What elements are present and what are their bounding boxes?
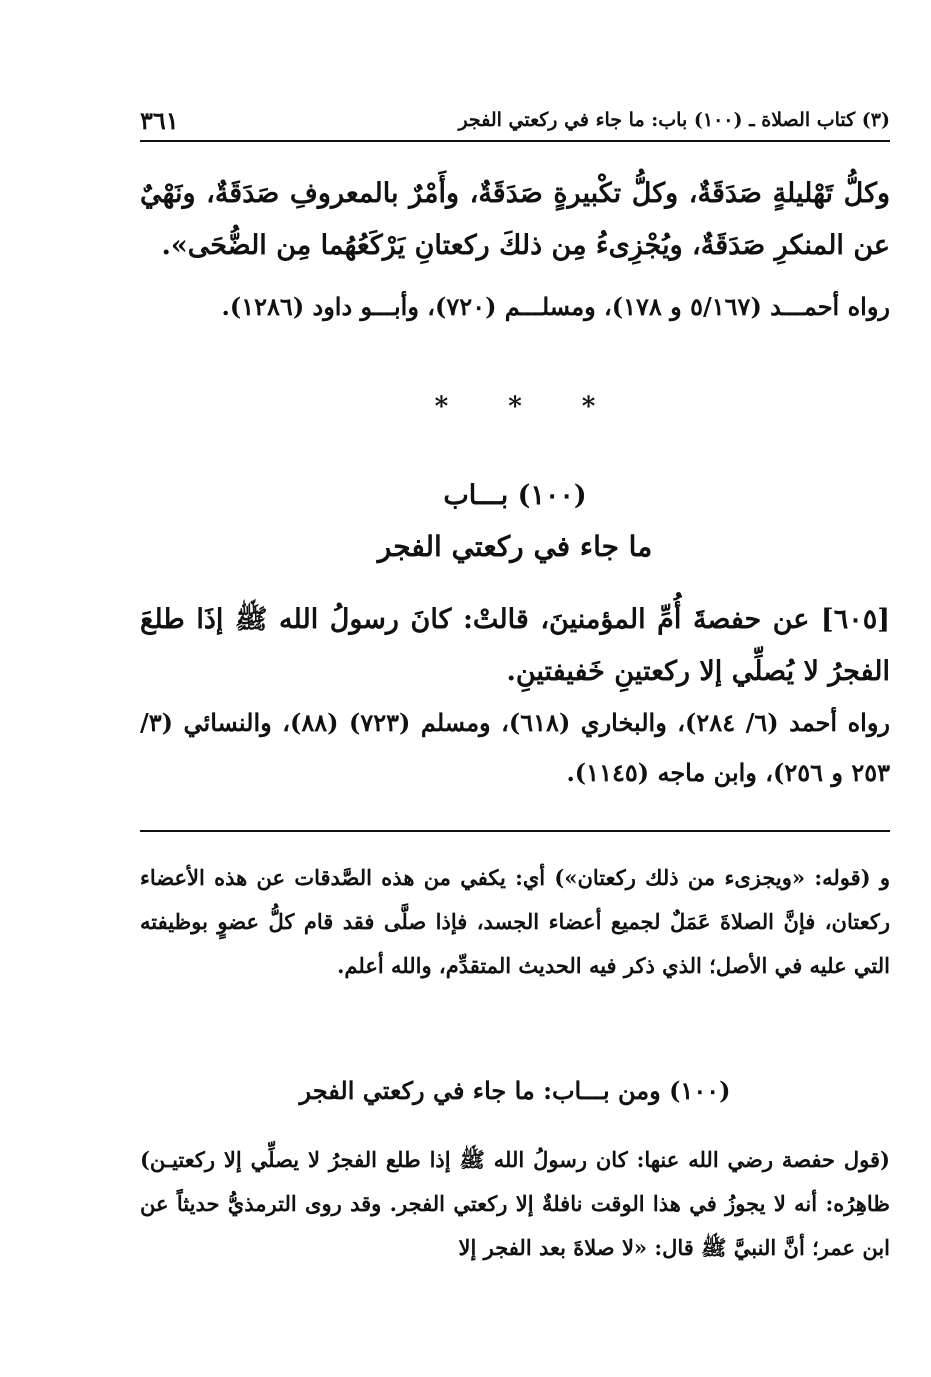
commentary-heading: (١٠٠) ومن بـــاب: ما جاء في ركعتي الفجر — [299, 1076, 731, 1105]
commentary-paragraph: و (قوله: «ويجزىء من ذلك ركعتان») أي: يكفي من هذه الصَّدقات عن هذه الأعضاء ركعتان، فإنَّ الصلاةَ عَمَلٌ لجميع أعضاء الجسد، فإذا صلَّى فقد قام كلُّ عضوٍ بوظيفته التي عليه في الأصل؛ الذي ذكر فيه الحديث المتقدِّم، والله أعلم. — [140, 865, 890, 978]
page-number: ٣٦١ — [140, 105, 179, 135]
hadith-continuation: وكلُّ تَهْليلةٍ صَدَقَةٌ، وكلُّ تكْبيرةٍ صَدَقَةٌ، وأَمْرٌ بالمعروفِ صَدَقَةٌ، ونَهْيٌ عن المنكرِ صَدَقَةٌ، ويُجْزِىءُ مِن ذلكَ ركعتانِ يَرْكَعُهُما مِن الضُّحَى». — [140, 178, 890, 261]
star-ornament: * — [581, 392, 596, 422]
footnote-divider — [140, 830, 890, 832]
running-header — [140, 100, 890, 142]
star-ornament: * — [508, 392, 522, 422]
hadith-source-note: رواه أحمـــد (٥/١٦٧ و ١٧٨)، ومسلـــم (٧٢٠)، وأبـــو داود (١٢٨٦). — [221, 292, 890, 321]
star-ornament: * — [434, 392, 449, 422]
chapter-title: ما جاء في ركعتي الفجر — [377, 530, 653, 563]
header-title: (٣) كتاب الصلاة ـ (١٠٠) باب: ما جاء في ركعتي الفجر — [458, 109, 890, 131]
hadith-takhrij: رواه أحمد (٦/ ٢٨٤)، والبخاري (٦١٨)، ومسلم (٧٢٣) (٨٨)، والنسائي (٣/ ٢٥٣ و ٢٥٦)، وابن ماجه (١١٤٥). — [140, 708, 891, 787]
chapter-number: (١٠٠) بـــاب — [443, 480, 587, 511]
section-separator — [140, 392, 890, 422]
commentary-paragraph-2: (قول حفصة رضي الله عنها: كان رسولُ الله ﷺ إذا طلع الفجرُ لا يصلِّي إلا ركعتيـن) ظاهِرُه: أنه لا يجوزُ في هذا الوقت نافلةٌ إلا ركعتي الفجر. وقد روى الترمذيُّ حديثاً عن ابن عمر؛ أنَّ النبيَّ ﷺ قال: «لا صلاةَ بعد الفجر إلا — [140, 1147, 890, 1260]
hadith-text: [٦٠٥] عن حفصةَ أُمِّ المؤمنينَ، قالتْ: كانَ رسولُ الله ﷺ إذَا طلعَ الفجرُ لا يُصلِّي إلا ركعتينِ خَفيفتينِ. — [140, 604, 890, 687]
